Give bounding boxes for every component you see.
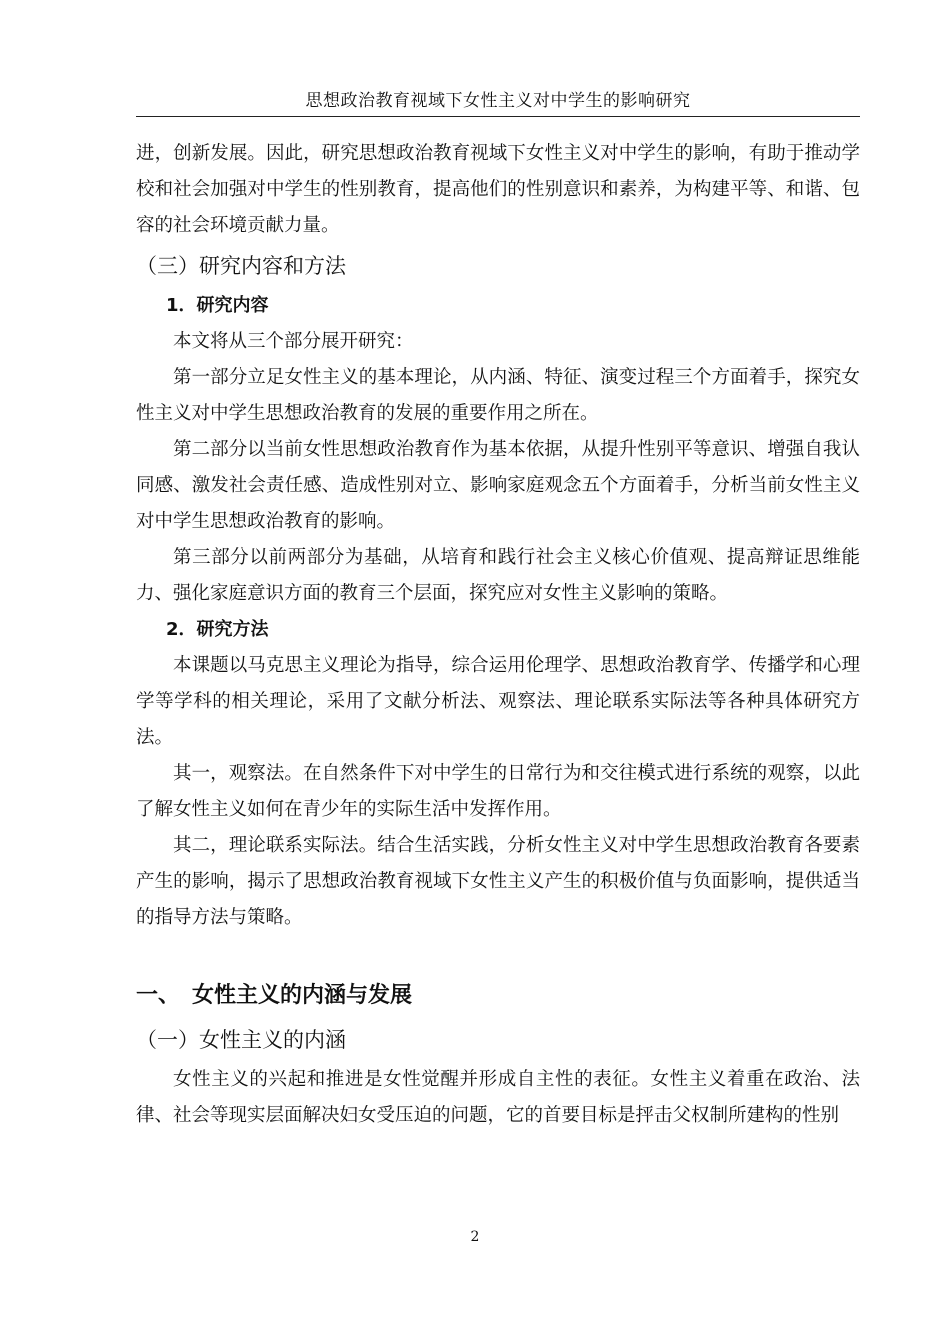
paragraph-part-two: 第二部分以当前女性思想政治教育作为基本依据，从提升性别平等意识、增强自我认同感、激发社会责任感、造成性别对立、影响家庭观念五个方面着手，分析当前女性主义对中学生思想政治教育的影响。 (136, 439, 860, 532)
chapter-heading (136, 978, 860, 1014)
paragraph-method-observation: 其一，观察法。在自然条件下对中学生的日常行为和交往模式进行系统的观察，以此了解女性主义如何在青少年的实际生活中发挥作用。 (136, 763, 860, 820)
paragraph-part-one: 第一部分立足女性主义的基本理论，从内涵、特征、演变过程三个方面着手，探究女性主义对中学生思想政治教育的发展的重要作用之所在。 (136, 367, 860, 424)
paragraph-intro-continuation: 进，创新发展。因此，研究思想政治教育视域下女性主义对中学生的影响，有助于推动学校和社会加强对中学生的性别教育，提高他们的性别意识和素养，为构建平等、和谐、包容的社会环境贡献力量。 (136, 143, 860, 236)
section-heading-research-content-methods: （三）研究内容和方法 (136, 254, 346, 278)
header-rule (136, 116, 860, 117)
paragraph-content-intro: 本文将从三个部分展开研究： (173, 331, 414, 352)
section-heading-definition: （一）女性主义的内涵 (136, 1028, 346, 1052)
subheading-research-methods: 2．研究方法 (166, 619, 269, 640)
paragraph-method-theory-practice: 其二，理论联系实际法。结合生活实践，分析女性主义对中学生思想政治教育各要素产生的影响，揭示了思想政治教育视域下女性主义产生的积极价值与负面影响，提供适当的指导方法与策略。 (136, 835, 860, 928)
paragraph-methods: 本课题以马克思主义理论为指导，综合运用伦理学、思想政治教育学、传播学和心理学等学科的相关理论，采用了文献分析法、观察法、理论联系实际法等各种具体研究方法。 (136, 655, 860, 748)
page-body (136, 136, 860, 1134)
paragraph-definition: 女性主义的兴起和推进是女性觉醒并形成自主性的表征。女性主义着重在政治、法律、社会等现实层面解决妇女受压迫的问题，它的首要目标是抨击父权制所建构的性别 (136, 1069, 860, 1126)
running-header: 思想政治教育视域下女性主义对中学生的影响研究 (305, 91, 691, 111)
paragraph-part-three: 第三部分以前两部分为基础，从培育和践行社会主义核心价值观、提高辩证思维能力、强化家庭意识方面的教育三个层面，探究应对女性主义影响的策略。 (136, 547, 860, 604)
page-number: 2 (470, 1229, 480, 1245)
chapter-number: 一、 (136, 983, 181, 1008)
chapter-title: 女性主义的内涵与发展 (192, 983, 413, 1008)
subheading-research-content: 1．研究内容 (166, 295, 269, 316)
